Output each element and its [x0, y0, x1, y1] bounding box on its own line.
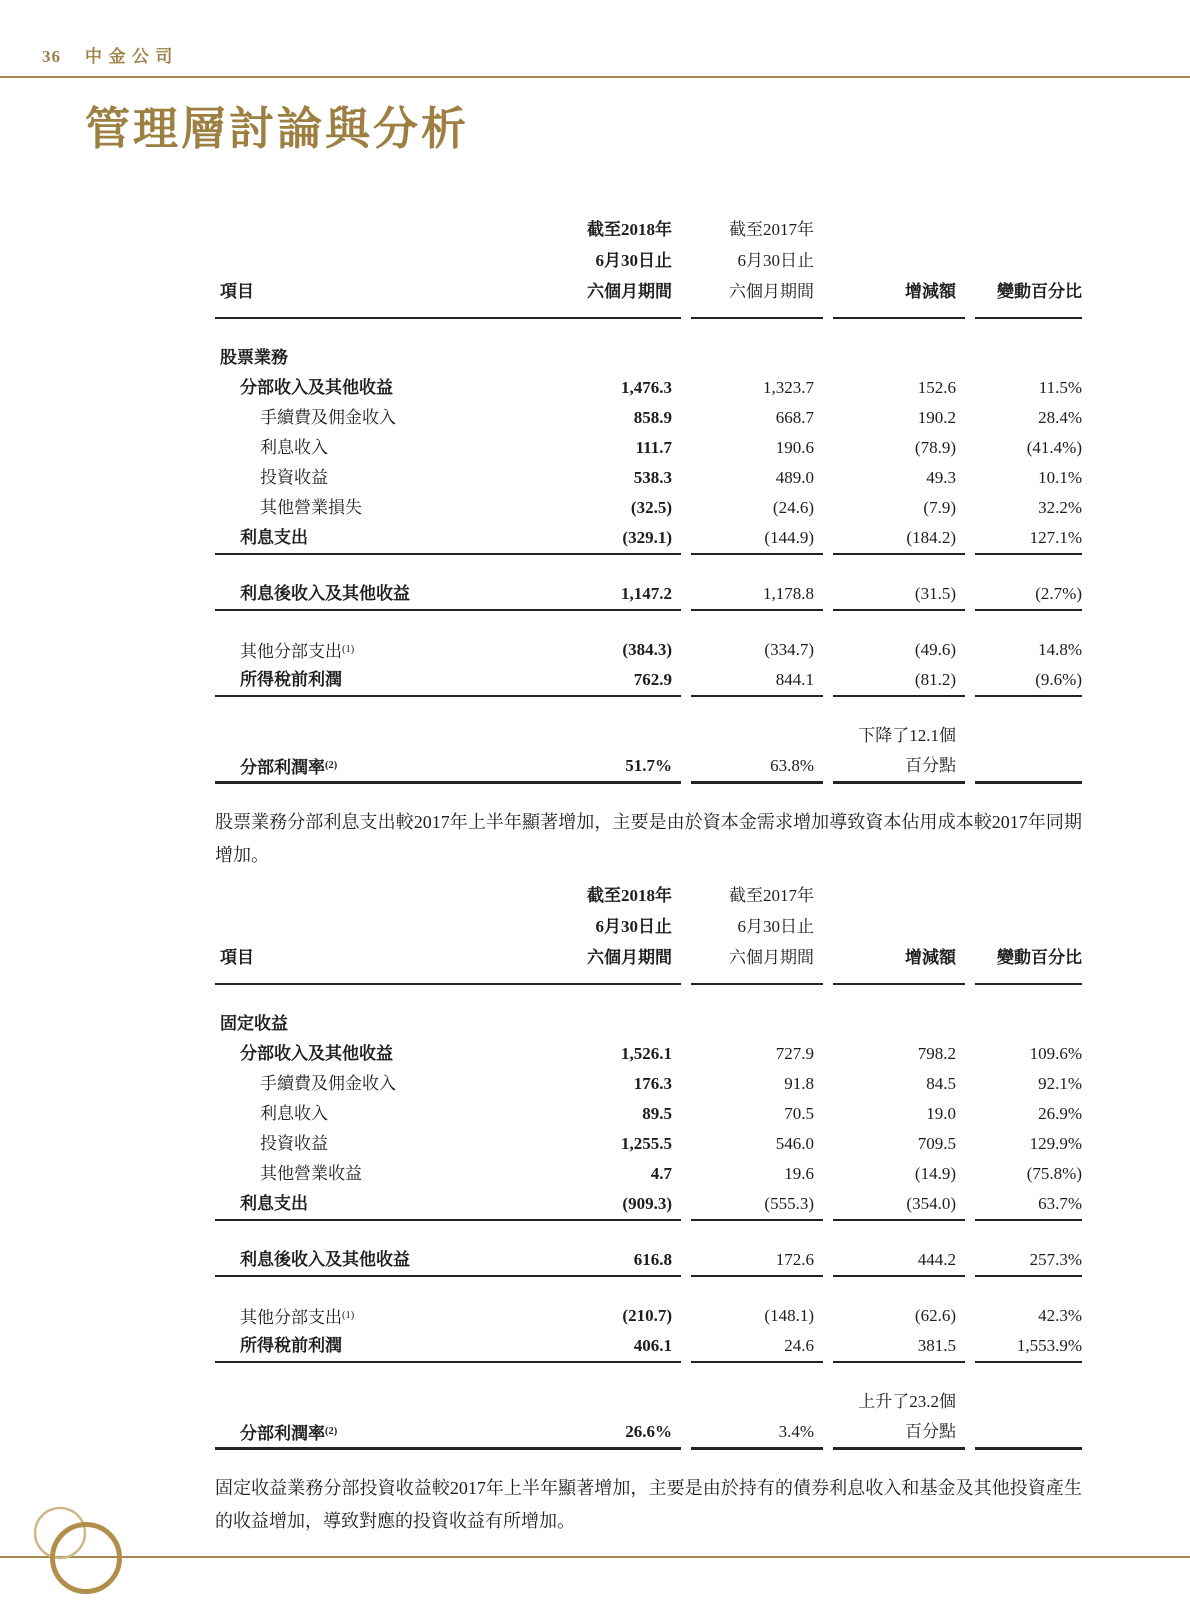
- table-rule: [215, 317, 1082, 319]
- table-row: [215, 1039, 1082, 1069]
- rule-segment: [691, 695, 823, 697]
- header-spacer: [814, 245, 956, 276]
- header-row: [215, 214, 1082, 245]
- table-row: [215, 523, 1082, 553]
- header-spacer: [215, 880, 530, 911]
- value-change: 84.5: [926, 1074, 956, 1093]
- value-change: [814, 1009, 956, 1039]
- value-2018: 111.7: [635, 438, 672, 457]
- value-2018: [530, 721, 672, 751]
- rule-segment: [833, 1275, 965, 1277]
- value-2017: [672, 721, 814, 751]
- company-name: 中金公司: [85, 47, 179, 66]
- value-pct: 127.1%: [1029, 528, 1082, 547]
- value-change: (7.9): [923, 498, 956, 517]
- value-pct: 109.6%: [1029, 1044, 1082, 1063]
- row-label: 其他分部支出$^{(1)}$: [240, 642, 355, 661]
- value-2018: 176.3: [633, 1074, 672, 1093]
- value-2017: 172.6: [775, 1250, 814, 1269]
- rule-segment: [215, 983, 681, 985]
- value-2017: [672, 343, 814, 373]
- col-header-item: 項目: [220, 282, 254, 301]
- value-2017: 844.1: [775, 670, 814, 689]
- row-label: 利息收入: [260, 438, 328, 457]
- value-2018: 26.6%: [625, 1422, 672, 1441]
- value-2017: [672, 1387, 814, 1417]
- value-pct: (41.4%): [1026, 438, 1082, 457]
- col-header-2018-l1: 截至2018年: [587, 886, 672, 905]
- footnote-marker: (2): [325, 760, 338, 771]
- table-row: [215, 1069, 1082, 1099]
- table-row: [215, 373, 1082, 403]
- value-2018: 4.7: [650, 1164, 672, 1183]
- table-row: [215, 1159, 1082, 1189]
- value-2017: 91.8: [784, 1074, 814, 1093]
- value-2018: (384.3): [622, 640, 672, 659]
- value-pct: 63.7%: [1038, 1194, 1082, 1213]
- table-row: [215, 463, 1082, 493]
- value-change: (184.2): [906, 528, 956, 547]
- col-header-2017-l1: 截至2017年: [729, 886, 814, 905]
- header-spacer: [215, 245, 530, 276]
- col-header-2018-l3: 六個月期間: [587, 948, 672, 967]
- rule-segment: [975, 695, 1082, 697]
- header-row: [215, 276, 1082, 307]
- table-rule: [215, 1275, 1082, 1277]
- row-label: 分部利潤率$^{(2)}$: [240, 1424, 338, 1443]
- table-rule-thick: [215, 1447, 1082, 1450]
- rule-segment: [691, 1219, 823, 1221]
- header-spacer: [814, 911, 956, 942]
- table-spacer: [215, 555, 1082, 579]
- row-label: 投資收益: [260, 1134, 328, 1153]
- table-rule-thick: [215, 781, 1082, 784]
- row-label: 利息支出: [240, 1194, 308, 1213]
- header-spacer: [956, 911, 1082, 942]
- table-row: [215, 1387, 1082, 1417]
- value-2018: 1,526.1: [621, 1044, 672, 1063]
- rule-segment: [975, 553, 1082, 555]
- rule-segment: [215, 609, 681, 611]
- rule-segment: [215, 695, 681, 697]
- rule-segment: [215, 317, 681, 319]
- col-header-2017-l1: 截至2017年: [729, 220, 814, 239]
- value-2018: 1,147.2: [621, 584, 672, 603]
- header-spacer: [814, 880, 956, 911]
- value-pct: 129.9%: [1029, 1134, 1082, 1153]
- value-2017: 1,178.8: [763, 584, 814, 603]
- row-label: 手續費及佣金收入: [260, 1074, 396, 1093]
- page-title: 管理層討論與分析: [85, 104, 470, 154]
- row-label: 投資收益: [260, 468, 328, 487]
- equity-segment-table: [215, 214, 1082, 784]
- table-row: [215, 493, 1082, 523]
- value-pct: 10.1%: [1038, 468, 1082, 487]
- value-2017: (148.1): [764, 1306, 814, 1325]
- value-change: [814, 343, 956, 373]
- row-label: 分部利潤率$^{(2)}$: [240, 758, 338, 777]
- page-header: [0, 0, 1190, 78]
- table-row: [215, 403, 1082, 433]
- rule-segment: [215, 1447, 681, 1450]
- table-rule: [215, 553, 1082, 555]
- value-2018: (32.5): [630, 498, 672, 517]
- table-rule: [215, 1219, 1082, 1221]
- rule-segment: [833, 553, 965, 555]
- rule-segment: [691, 317, 823, 319]
- table-row: [215, 721, 1082, 751]
- col-header-2017-l3: 六個月期間: [729, 282, 814, 301]
- table-row: [215, 1245, 1082, 1275]
- value-2017: 63.8%: [770, 756, 814, 775]
- value-change: 709.5: [917, 1134, 956, 1153]
- col-header-change: 增減額: [905, 948, 956, 967]
- value-2017: (24.6): [772, 498, 814, 517]
- value-2017: (555.3): [764, 1194, 814, 1213]
- table-row: [215, 635, 1082, 665]
- table-spacer: [215, 1277, 1082, 1301]
- footnote-marker: (2): [325, 1426, 338, 1437]
- value-change: 19.0: [926, 1104, 956, 1123]
- value-2017: 24.6: [784, 1336, 814, 1355]
- rule-segment: [975, 1361, 1082, 1363]
- value-change: 444.2: [917, 1250, 956, 1269]
- row-label: 分部收入及其他收益: [240, 1044, 393, 1063]
- value-change: (354.0): [906, 1194, 956, 1213]
- value-change: 798.2: [917, 1044, 956, 1063]
- value-change: 百分點: [905, 1422, 956, 1441]
- footnote-marker: (1): [342, 1310, 355, 1321]
- value-change: 上升了23.2個: [858, 1392, 956, 1411]
- row-label: 股票業務: [220, 348, 288, 367]
- header-spacer: [956, 214, 1082, 245]
- body-paragraph: 股票業務分部利息支出較2017年上半年顯著增加，主要是由於資本金需求增加導致資本佔用成本較2017年同期增加。: [215, 812, 1082, 865]
- row-label: 利息後收入及其他收益: [240, 1250, 410, 1269]
- rule-segment: [215, 1361, 681, 1363]
- table-row: [215, 1301, 1082, 1331]
- header-gap: [215, 319, 1082, 343]
- value-change: (31.5): [914, 584, 956, 603]
- header-gap: [215, 985, 1082, 1009]
- value-change: 百分點: [905, 756, 956, 775]
- table-row: [215, 751, 1082, 781]
- value-change: (81.2): [914, 670, 956, 689]
- value-change: (14.9): [914, 1164, 956, 1183]
- col-header-item: 項目: [220, 948, 254, 967]
- rule-segment: [975, 781, 1082, 784]
- table-rule: [215, 1361, 1082, 1363]
- row-label: 其他營業損失: [260, 498, 362, 517]
- table-row: [215, 1331, 1082, 1361]
- value-pct: 14.8%: [1038, 640, 1082, 659]
- col-header-2018-l2: 6月30日止: [595, 917, 672, 936]
- row-label: 所得稅前利潤: [240, 1336, 342, 1355]
- fixed-income-segment-table: [215, 880, 1082, 1450]
- value-2018: 89.5: [642, 1104, 672, 1123]
- table-rule: [215, 609, 1082, 611]
- rule-segment: [215, 1219, 681, 1221]
- value-change: 190.2: [917, 408, 956, 427]
- col-header-2018-l2: 6月30日止: [595, 251, 672, 270]
- row-label: 所得稅前利潤: [240, 670, 342, 689]
- row-label: 手續費及佣金收入: [260, 408, 396, 427]
- table-spacer: [215, 611, 1082, 635]
- header-spacer: [215, 214, 530, 245]
- value-pct: [956, 721, 1082, 751]
- rule-segment: [833, 317, 965, 319]
- value-2017: (334.7): [764, 640, 814, 659]
- header-spacer: [956, 245, 1082, 276]
- value-pct: [956, 751, 1082, 783]
- rule-segment: [975, 609, 1082, 611]
- value-2017: 19.6: [784, 1164, 814, 1183]
- rule-segment: [975, 1219, 1082, 1221]
- value-2018: [530, 1009, 672, 1039]
- value-pct: (2.7%): [1035, 584, 1082, 603]
- rule-segment: [691, 1275, 823, 1277]
- table-header: [215, 214, 1082, 317]
- value-pct: [956, 1009, 1082, 1039]
- col-header-2018-l1: 截至2018年: [587, 220, 672, 239]
- value-change: 381.5: [917, 1336, 956, 1355]
- value-2017: 668.7: [775, 408, 814, 427]
- value-2018: (210.7): [622, 1306, 672, 1325]
- value-pct: 11.5%: [1038, 378, 1082, 397]
- table-row: [215, 433, 1082, 463]
- rule-segment: [833, 1219, 965, 1221]
- rule-segment: [215, 553, 681, 555]
- value-pct: 26.9%: [1038, 1104, 1082, 1123]
- col-header-2018-l3: 六個月期間: [587, 282, 672, 301]
- value-2017: 489.0: [775, 468, 814, 487]
- value-change: 152.6: [917, 378, 956, 397]
- header-row: [215, 245, 1082, 276]
- rule-segment: [975, 317, 1082, 319]
- value-2018: 1,476.3: [621, 378, 672, 397]
- header-spacer: [956, 880, 1082, 911]
- row-label: [215, 1387, 530, 1417]
- table-row: [215, 579, 1082, 609]
- footnote-marker: (1): [342, 644, 355, 655]
- value-2017: 546.0: [775, 1134, 814, 1153]
- row-label: 利息收入: [260, 1104, 328, 1123]
- value-pct: [956, 343, 1082, 373]
- value-pct: 32.2%: [1038, 498, 1082, 517]
- rule-segment: [691, 983, 823, 985]
- value-pct: 257.3%: [1029, 1250, 1082, 1269]
- value-2018: 1,255.5: [621, 1134, 672, 1153]
- value-2017: 190.6: [775, 438, 814, 457]
- value-2018: 858.9: [633, 408, 672, 427]
- row-label: [215, 721, 530, 751]
- value-2017: 70.5: [784, 1104, 814, 1123]
- value-change: 49.3: [926, 468, 956, 487]
- table-row: [215, 1129, 1082, 1159]
- value-pct: 28.4%: [1038, 408, 1082, 427]
- row-label: 利息後收入及其他收益: [240, 584, 410, 603]
- value-2017: 1,323.7: [763, 378, 814, 397]
- value-2018: [530, 343, 672, 373]
- table-spacer: [215, 697, 1082, 721]
- header-row: [215, 911, 1082, 942]
- rule-segment: [975, 1447, 1082, 1450]
- value-2017: (144.9): [764, 528, 814, 547]
- col-header-2017-l2: 6月30日止: [737, 251, 814, 270]
- rule-segment: [833, 1361, 965, 1363]
- table-row: [215, 1189, 1082, 1219]
- table-row: [215, 665, 1082, 695]
- header-row: [215, 880, 1082, 911]
- rule-segment: [975, 983, 1082, 985]
- rule-segment: [833, 695, 965, 697]
- value-change: (78.9): [914, 438, 956, 457]
- table-spacer: [215, 1363, 1082, 1387]
- rule-segment: [215, 781, 681, 784]
- value-2018: 538.3: [633, 468, 672, 487]
- value-2017: 727.9: [775, 1044, 814, 1063]
- footer-divider: [0, 1556, 1190, 1558]
- table-rule: [215, 983, 1082, 985]
- header-spacer: [215, 911, 530, 942]
- header-spacer: [814, 214, 956, 245]
- rule-segment: [691, 781, 823, 784]
- value-2018: [530, 1387, 672, 1417]
- rule-segment: [833, 1447, 965, 1450]
- value-pct: (9.6%): [1035, 670, 1082, 689]
- row-label: 分部收入及其他收益: [240, 378, 393, 397]
- value-2018: 762.9: [633, 670, 672, 689]
- value-2017: 3.4%: [778, 1422, 814, 1441]
- col-header-2017-l3: 六個月期間: [729, 948, 814, 967]
- value-pct: 1,553.9%: [1016, 1336, 1082, 1355]
- value-2017: [672, 1009, 814, 1039]
- col-header-pct: 變動百分比: [997, 948, 1082, 967]
- rule-segment: [691, 1447, 823, 1450]
- rule-segment: [691, 609, 823, 611]
- row-label: 其他分部支出$^{(1)}$: [240, 1308, 355, 1327]
- rule-segment: [691, 1361, 823, 1363]
- rule-segment: [833, 983, 965, 985]
- row-label: 固定收益: [220, 1014, 288, 1033]
- value-2018: 406.1: [633, 1336, 672, 1355]
- header-row: [215, 942, 1082, 973]
- rule-segment: [833, 781, 965, 784]
- value-2018: (329.1): [622, 528, 672, 547]
- rule-segment: [691, 553, 823, 555]
- value-change: (62.6): [914, 1306, 956, 1325]
- value-pct: 92.1%: [1038, 1074, 1082, 1093]
- rule-segment: [215, 1275, 681, 1277]
- value-2018: (909.3): [622, 1194, 672, 1213]
- section-row: [215, 1009, 1082, 1039]
- value-2018: 51.7%: [625, 756, 672, 775]
- value-2018: 616.8: [633, 1250, 672, 1269]
- table-spacer: [215, 1221, 1082, 1245]
- rule-segment: [975, 1275, 1082, 1277]
- main-content: [215, 214, 1082, 1538]
- table-rule: [215, 695, 1082, 697]
- rule-segment: [833, 609, 965, 611]
- value-pct: [956, 1387, 1082, 1417]
- table-row: [215, 1099, 1082, 1129]
- value-pct: 42.3%: [1038, 1306, 1082, 1325]
- table-header: [215, 880, 1082, 983]
- body-paragraph: 固定收益業務分部投資收益較2017年上半年顯著增加，主要是由於持有的債券利息收入和基金及其他投資產生的收益增加，導致對應的投資收益有所增加。: [215, 1478, 1082, 1531]
- table-row: [215, 1417, 1082, 1447]
- section-row: [215, 343, 1082, 373]
- row-label: 利息支出: [240, 528, 308, 547]
- circles-decoration-icon: [0, 1483, 140, 1615]
- col-header-change: 增減額: [905, 282, 956, 301]
- col-header-pct: 變動百分比: [997, 282, 1082, 301]
- value-pct: [956, 1417, 1082, 1449]
- page-number: 36: [42, 47, 61, 66]
- value-change: 下降了12.1個: [858, 726, 956, 745]
- row-label: 其他營業收益: [260, 1164, 362, 1183]
- value-change: (49.6): [914, 640, 956, 659]
- col-header-2017-l2: 6月30日止: [737, 917, 814, 936]
- value-pct: (75.8%): [1026, 1164, 1082, 1183]
